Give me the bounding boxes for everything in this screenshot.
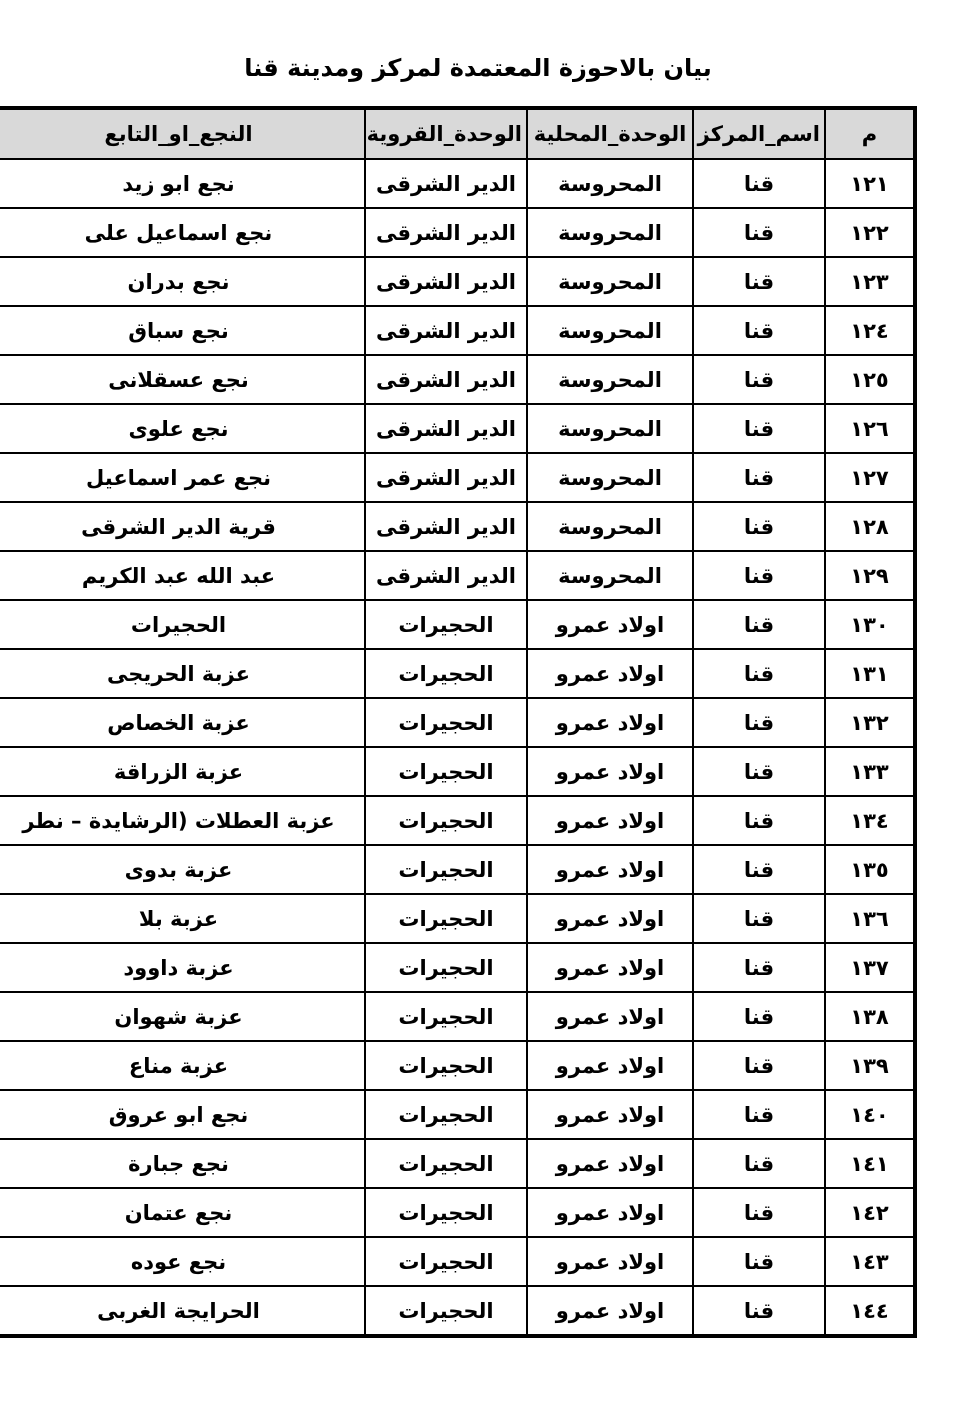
center_name-cell: قنا [693, 355, 825, 404]
table-row [0, 502, 915, 551]
village_unit-cell: الدير الشرقى [365, 502, 527, 551]
local_unit-cell: اولاد عمرو [527, 747, 693, 796]
village_unit-cell: الحجيرات [365, 698, 527, 747]
table-row [0, 1090, 915, 1139]
table-head [0, 108, 915, 159]
table-row [0, 355, 915, 404]
no-cell: ١٢٧ [825, 453, 915, 502]
column-header-no: م [825, 108, 915, 159]
village_unit-cell: الحجيرات [365, 992, 527, 1041]
local_unit-cell: اولاد عمرو [527, 600, 693, 649]
local_unit-cell: اولاد عمرو [527, 698, 693, 747]
village_unit-cell: الدير الشرقى [365, 551, 527, 600]
table-row [0, 257, 915, 306]
local_unit-cell: المحروسة [527, 404, 693, 453]
center_name-cell: قنا [693, 1041, 825, 1090]
page-title: بيان بالاحوزة المعتمدة لمركز ومدينة قنا [244, 54, 712, 82]
hamlet-cell: عزبة العطلات (الرشايدة – نطر [0, 796, 365, 845]
column-header-center_name: اسم_المركز [693, 108, 825, 159]
no-cell: ١٤٤ [825, 1286, 915, 1336]
village_unit-cell: الدير الشرقى [365, 306, 527, 355]
hamlet-cell: نجع عوده [0, 1237, 365, 1286]
center_name-cell: قنا [693, 747, 825, 796]
no-cell: ١٣٨ [825, 992, 915, 1041]
village_unit-cell: الحجيرات [365, 1188, 527, 1237]
hamlet-cell: نجع اسماعيل على [0, 208, 365, 257]
hamlet-cell: نجع عسقلانى [0, 355, 365, 404]
no-cell: ١٢٣ [825, 257, 915, 306]
village_unit-cell: الدير الشرقى [365, 404, 527, 453]
table-row [0, 1188, 915, 1237]
hamlet-cell: عزبة بدوى [0, 845, 365, 894]
table-row [0, 1041, 915, 1090]
table-body [0, 159, 915, 1336]
local_unit-cell: اولاد عمرو [527, 1041, 693, 1090]
hamlet-cell: عبد الله عبد الكريم [0, 551, 365, 600]
hamlet-cell: نجع عمر اسماعيل [0, 453, 365, 502]
village_unit-cell: الدير الشرقى [365, 208, 527, 257]
hamlet-cell: نجع بدران [0, 257, 365, 306]
column-header-hamlet: النجع_او_التابع [0, 108, 365, 159]
village_unit-cell: الدير الشرقى [365, 355, 527, 404]
village_unit-cell: الدير الشرقى [365, 257, 527, 306]
table-row [0, 747, 915, 796]
village_unit-cell: الحجيرات [365, 845, 527, 894]
local_unit-cell: اولاد عمرو [527, 845, 693, 894]
local_unit-cell: المحروسة [527, 257, 693, 306]
village_unit-cell: الحجيرات [365, 600, 527, 649]
local_unit-cell: اولاد عمرو [527, 992, 693, 1041]
village_unit-cell: الحجيرات [365, 943, 527, 992]
no-cell: ١٣١ [825, 649, 915, 698]
table-row [0, 453, 915, 502]
local_unit-cell: اولاد عمرو [527, 894, 693, 943]
center_name-cell: قنا [693, 502, 825, 551]
hamlet-cell: عزبة مناع [0, 1041, 365, 1090]
hamlet-cell: الحرايجة الغربى [0, 1286, 365, 1336]
no-cell: ١٣٠ [825, 600, 915, 649]
village_unit-cell: الحجيرات [365, 1139, 527, 1188]
hamlet-cell: قرية الدير الشرقى [0, 502, 365, 551]
village_unit-cell: الدير الشرقى [365, 453, 527, 502]
local_unit-cell: المحروسة [527, 453, 693, 502]
hamlet-cell: عزبة بلا [0, 894, 365, 943]
village_unit-cell: الحجيرات [365, 747, 527, 796]
center_name-cell: قنا [693, 1139, 825, 1188]
hamlet-cell: نجع عتمان [0, 1188, 365, 1237]
hamlet-cell: عزبة شهوان [0, 992, 365, 1041]
center_name-cell: قنا [693, 943, 825, 992]
table-row [0, 159, 915, 208]
hamlet-cell: عزبة الزراقة [0, 747, 365, 796]
center_name-cell: قنا [693, 992, 825, 1041]
center_name-cell: قنا [693, 208, 825, 257]
local_unit-cell: المحروسة [527, 355, 693, 404]
no-cell: ١٤٢ [825, 1188, 915, 1237]
table-row [0, 943, 915, 992]
hamlet-cell: نجع ابو زيد [0, 159, 365, 208]
hamlet-cell: عزبة داوود [0, 943, 365, 992]
districts-table [0, 106, 917, 1338]
local_unit-cell: اولاد عمرو [527, 1090, 693, 1139]
hamlet-cell: عزبة الحريجى [0, 649, 365, 698]
village_unit-cell: الحجيرات [365, 649, 527, 698]
center_name-cell: قنا [693, 306, 825, 355]
no-cell: ١٤١ [825, 1139, 915, 1188]
no-cell: ١٣٥ [825, 845, 915, 894]
local_unit-cell: اولاد عمرو [527, 1188, 693, 1237]
no-cell: ١٢٥ [825, 355, 915, 404]
no-cell: ١٣٩ [825, 1041, 915, 1090]
village_unit-cell: الحجيرات [365, 1286, 527, 1336]
center_name-cell: قنا [693, 600, 825, 649]
center_name-cell: قنا [693, 698, 825, 747]
local_unit-cell: المحروسة [527, 159, 693, 208]
table-row [0, 208, 915, 257]
local_unit-cell: اولاد عمرو [527, 1139, 693, 1188]
table-row [0, 992, 915, 1041]
column-header-village_unit: الوحدة_القروية [365, 108, 527, 159]
center_name-cell: قنا [693, 649, 825, 698]
no-cell: ١٢٩ [825, 551, 915, 600]
village_unit-cell: الحجيرات [365, 1090, 527, 1139]
table-row [0, 404, 915, 453]
no-cell: ١٣٢ [825, 698, 915, 747]
table-row [0, 551, 915, 600]
no-cell: ١٢٤ [825, 306, 915, 355]
hamlet-cell: الحجيرات [0, 600, 365, 649]
hamlet-cell: نجع علوى [0, 404, 365, 453]
local_unit-cell: اولاد عمرو [527, 649, 693, 698]
hamlet-cell: نجع سباق [0, 306, 365, 355]
center_name-cell: قنا [693, 1090, 825, 1139]
no-cell: ١٢٦ [825, 404, 915, 453]
table-row [0, 796, 915, 845]
no-cell: ١٣٣ [825, 747, 915, 796]
center_name-cell: قنا [693, 453, 825, 502]
local_unit-cell: اولاد عمرو [527, 796, 693, 845]
no-cell: ١٣٤ [825, 796, 915, 845]
center_name-cell: قنا [693, 796, 825, 845]
table-row [0, 1286, 915, 1336]
center_name-cell: قنا [693, 257, 825, 306]
center_name-cell: قنا [693, 159, 825, 208]
center_name-cell: قنا [693, 1188, 825, 1237]
center_name-cell: قنا [693, 551, 825, 600]
table-row [0, 600, 915, 649]
local_unit-cell: المحروسة [527, 502, 693, 551]
village_unit-cell: الحجيرات [365, 1041, 527, 1090]
village_unit-cell: الحجيرات [365, 894, 527, 943]
column-header-local_unit: الوحدة_المحلية [527, 108, 693, 159]
no-cell: ١٣٧ [825, 943, 915, 992]
local_unit-cell: اولاد عمرو [527, 1286, 693, 1336]
local_unit-cell: المحروسة [527, 551, 693, 600]
no-cell: ١٢١ [825, 159, 915, 208]
center_name-cell: قنا [693, 845, 825, 894]
table-row [0, 1139, 915, 1188]
local_unit-cell: المحروسة [527, 306, 693, 355]
center_name-cell: قنا [693, 894, 825, 943]
hamlet-cell: نجع جبارة [0, 1139, 365, 1188]
table-row [0, 649, 915, 698]
local_unit-cell: اولاد عمرو [527, 1237, 693, 1286]
no-cell: ١٣٦ [825, 894, 915, 943]
village_unit-cell: الحجيرات [365, 1237, 527, 1286]
village_unit-cell: الحجيرات [365, 796, 527, 845]
no-cell: ١٢٢ [825, 208, 915, 257]
no-cell: ١٢٨ [825, 502, 915, 551]
table-row [0, 1237, 915, 1286]
center_name-cell: قنا [693, 1286, 825, 1336]
local_unit-cell: المحروسة [527, 208, 693, 257]
local_unit-cell: اولاد عمرو [527, 943, 693, 992]
table-row [0, 845, 915, 894]
hamlet-cell: نجع ابو عروق [0, 1090, 365, 1139]
table-row [0, 894, 915, 943]
center_name-cell: قنا [693, 1237, 825, 1286]
table-row [0, 306, 915, 355]
no-cell: ١٤٠ [825, 1090, 915, 1139]
table-row [0, 698, 915, 747]
table-header-row [0, 108, 915, 159]
village_unit-cell: الدير الشرقى [365, 159, 527, 208]
no-cell: ١٤٣ [825, 1237, 915, 1286]
center_name-cell: قنا [693, 404, 825, 453]
hamlet-cell: عزبة الخصاص [0, 698, 365, 747]
